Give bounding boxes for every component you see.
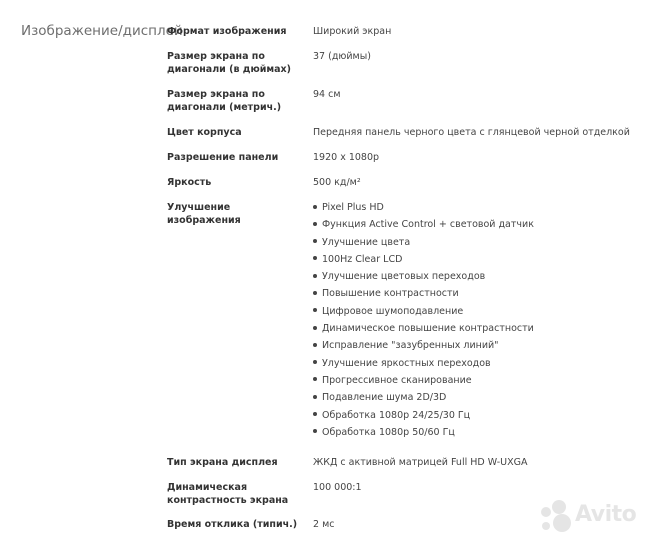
spec-value-dynamic-contrast: 100 000:1 [313, 482, 362, 493]
bullet-icon [313, 291, 317, 295]
bullet-icon [313, 239, 317, 243]
bullet-icon [313, 412, 317, 416]
avito-watermark [537, 499, 641, 533]
list-item [313, 409, 534, 426]
list-item [313, 201, 534, 218]
spec-value-diagonal-metric: 94 см [313, 89, 341, 100]
spec-label-display-type: Тип экрана дисплея [167, 457, 278, 468]
list-item [313, 391, 534, 408]
list-item-text: 100Hz Clear LCD [322, 253, 403, 265]
bullet-icon [313, 256, 317, 260]
bullet-icon [313, 205, 317, 209]
spec-value-diagonal-inches: 37 (дюймы) [313, 51, 371, 62]
bullet-icon [313, 326, 317, 330]
spec-value-body-color: Передняя панель черного цвета с глянцевой черной отделкой [313, 127, 630, 138]
section-title: Изображение/дисплей [21, 23, 183, 39]
list-item-text: Функция Active Control + световой датчик [322, 219, 534, 231]
list-item [313, 253, 534, 270]
list-item-text: Цифровое шумоподавление [322, 305, 464, 317]
spec-value-brightness: 500 кд/м² [313, 177, 361, 188]
list-item-text: Улучшение цвета [322, 236, 411, 248]
list-item-text: Подавление шума 2D/3D [322, 392, 447, 404]
list-item [313, 426, 534, 443]
spec-label-brightness: Яркость [167, 177, 212, 188]
list-item [313, 357, 534, 374]
list-item [313, 374, 534, 391]
spec-label-body-color: Цвет корпуса [167, 127, 242, 138]
list-item-text: Динамическое повышение контрастности [322, 323, 534, 335]
list-item-text: Обработка 1080p 24/25/30 Гц [322, 409, 471, 421]
spec-label-dynamic-contrast: Динамическая контрастность экрана [167, 482, 289, 506]
list-item [313, 218, 534, 235]
bullet-icon [313, 429, 317, 433]
spec-value-format: Широкий экран [313, 26, 392, 37]
list-item-text: Pixel Plus HD [322, 202, 384, 213]
spec-value-resolution: 1920 x 1080p [313, 152, 380, 163]
bullet-icon [313, 360, 317, 364]
list-item-text: Улучшение яркостных переходов [322, 357, 491, 369]
list-item [313, 270, 534, 287]
bullet-icon [313, 274, 317, 278]
list-item [313, 339, 534, 356]
list-item [313, 305, 534, 322]
list-item-text: Исправление "зазубренных линий" [322, 340, 499, 352]
avito-logo-icon [537, 499, 573, 533]
bullet-icon [313, 308, 317, 312]
avito-watermark-text: Avito [575, 502, 637, 527]
spec-label-enhancement: Улучшение изображения [167, 202, 241, 226]
list-item [313, 236, 534, 253]
list-item [313, 322, 534, 339]
spec-label-response-time: Время отклика (типич.) [167, 519, 298, 530]
spec-label-diagonal-metric: Размер экрана по диагонали (метрич.) [167, 89, 282, 113]
spec-label-diagonal-inches: Размер экрана по диагонали (в дюймах) [167, 51, 291, 75]
bullet-icon [313, 343, 317, 347]
enhancement-list [313, 201, 534, 443]
spec-value-response-time: 2 мс [313, 519, 335, 530]
list-item-text: Прогрессивное сканирование [322, 374, 472, 386]
spec-label-format: Формат изображения [167, 26, 287, 37]
list-item-text: Повышение контрастности [322, 288, 459, 300]
bullet-icon [313, 377, 317, 381]
bullet-icon [313, 222, 317, 226]
list-item-text: Улучшение цветовых переходов [322, 271, 486, 283]
list-item [313, 287, 534, 304]
spec-value-display-type: ЖКД с активной матрицей Full HD W-UXGA [313, 457, 528, 468]
bullet-icon [313, 395, 317, 399]
spec-label-resolution: Разрешение панели [167, 152, 279, 163]
list-item-text: Обработка 1080p 50/60 Гц [322, 426, 455, 438]
